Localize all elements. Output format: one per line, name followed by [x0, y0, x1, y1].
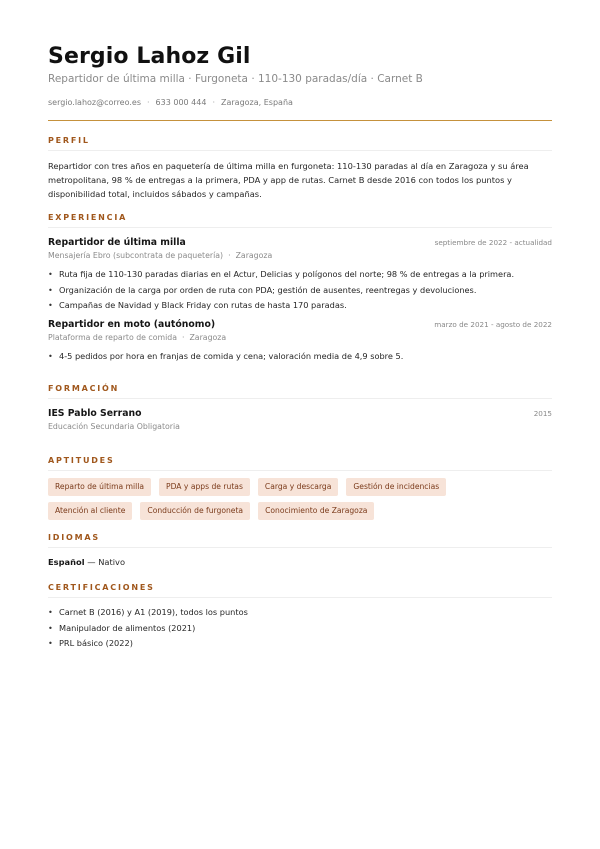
profile-summary: Repartidor con tres años en paquetería de última milla en furgoneta: 110-130 paradas al día en Zaragoza y su área metropolitana, 98 % de entregas a la primera, PDA y app de rutas. Carnet B desde 2016 con todos los puntos y disponibilidad total, incluidos sábados y campañas.: [48, 161, 529, 199]
section-title-skills: APTITUDES: [48, 456, 552, 471]
section-title-education: FORMACIÓN: [48, 384, 552, 399]
job-bullet: • 4-5 pedidos por hora en franjas de comida y cena; valoración media de 4,9 sobre 5.: [48, 349, 552, 365]
job-title: Repartidor de última milla: [48, 237, 186, 248]
skills-tags: [48, 478, 518, 520]
contact-phone[interactable]: 633 000 444: [155, 98, 207, 107]
job-location: Zaragoza: [235, 251, 273, 260]
section-title-languages: IDIOMAS: [48, 533, 552, 548]
job-bullet: • Organización de la carga por orden de ruta con PDA; gestión de ausentes, reentregas y devoluciones.: [48, 283, 552, 299]
section-title-profile: PERFIL: [48, 136, 552, 151]
resume-header: [48, 44, 552, 121]
contact-line: [48, 98, 552, 108]
skills-section: [48, 456, 552, 520]
job-bullets: [48, 267, 552, 314]
candidate-name: Sergio Lahoz Gil: [48, 44, 251, 69]
job-company-line: [48, 250, 552, 261]
profile-section: [48, 136, 552, 201]
certification-item: • Carnet B (2016) y A1 (2019), todos los puntos: [48, 605, 552, 621]
job-dates: marzo de 2021 - agosto de 2022: [434, 319, 552, 329]
certification-list: [48, 605, 552, 652]
certifications-section: [48, 583, 552, 652]
section-title-experience: EXPERIENCIA: [48, 213, 552, 228]
job-location: Zaragoza: [189, 332, 227, 342]
job-bullet: • Campañas de Navidad y Black Friday con rutas de hasta 170 paradas.: [48, 298, 552, 314]
education-school: IES Pablo Serrano: [48, 408, 142, 419]
skill-tag: Conocimiento de Zaragoza: [258, 502, 374, 520]
skill-tag: Reparto de última milla: [48, 478, 151, 496]
language-item: Español — Nativo: [48, 557, 126, 567]
contact-location: Zaragoza, España: [221, 98, 293, 107]
skill-tag: Gestión de incidencias: [346, 478, 446, 496]
contact-separator: ·: [212, 98, 215, 107]
certification-item: • PRL básico (2022): [48, 636, 552, 652]
candidate-headline: Repartidor de última milla · Furgoneta · 110-130 paradas/día · Carnet B: [48, 73, 423, 85]
job-separator: ·: [228, 251, 231, 260]
contact-separator: ·: [147, 98, 150, 107]
language-name: Español: [48, 557, 85, 567]
languages-section: [48, 533, 552, 568]
resume-content: [48, 44, 552, 648]
job-company-line: [48, 332, 552, 343]
education-item: [48, 408, 552, 432]
job-company: Mensajería Ebro (subcontrata de paquetería): [48, 251, 224, 260]
certification-item: • Manipulador de alimentos (2021): [48, 621, 552, 637]
skill-tag: PDA y apps de rutas: [159, 478, 250, 496]
job-bullet: • Ruta fija de 110-130 paradas diarias en el Actur, Delicias y polígonos del norte; 98 % de entregas a la primera.: [48, 267, 552, 283]
experience-item: [48, 237, 552, 314]
contact-email[interactable]: sergio.lahoz@correo.es: [48, 98, 141, 107]
education-section: [48, 384, 552, 432]
header-divider: [48, 120, 552, 121]
experience-item: [48, 319, 552, 365]
job-separator: ·: [181, 332, 185, 342]
job-dates: septiembre de 2022 - actualidad: [434, 238, 552, 247]
section-title-certifications: CERTIFICACIONES: [48, 583, 552, 598]
job-title: Repartidor en moto (autónomo): [48, 318, 216, 330]
experience-section: [48, 213, 552, 364]
skill-tag: Carga y descarga: [258, 478, 338, 496]
job-bullets: [48, 349, 552, 365]
education-degree: Educación Secundaria Obligatoria: [48, 422, 180, 431]
skill-tag: Conducción de furgoneta: [140, 502, 250, 520]
language-level: Nativo: [98, 557, 126, 567]
job-company: Plataforma de reparto de comida: [48, 332, 177, 342]
education-year: 2015: [533, 409, 552, 418]
skill-tag: Atención al cliente: [48, 502, 132, 520]
